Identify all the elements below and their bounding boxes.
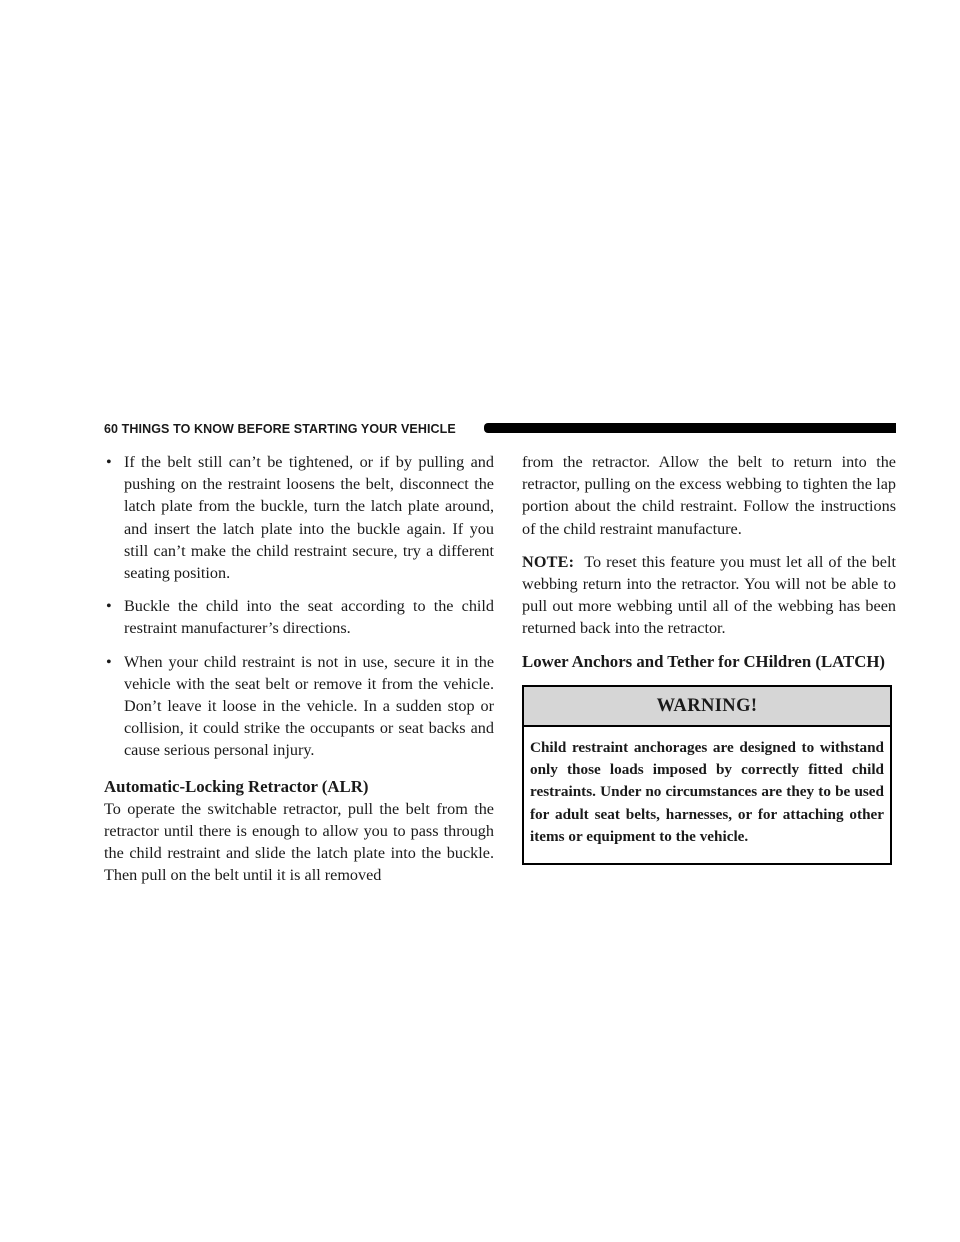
- note-label: NOTE:: [522, 552, 575, 571]
- note-paragraph: [522, 551, 896, 640]
- bullet-item: [104, 651, 494, 762]
- bullet-marker: •: [106, 597, 112, 616]
- bullet-text: If the belt still can’t be tightened, or if by pulling and pushing on the restraint loosens the belt, disconnect the latch plate from the buckle, turn the latch plate around, and insert the latch plate into the buckle again. If you still can’t make the child restraint secure, try a different seating position.: [124, 453, 494, 583]
- bullet-item: [104, 451, 494, 584]
- bullet-text: When your child restraint is not in use, secure it in the vehicle with the seat belt or remove it from the vehicle. Don’t leave it loose in the vehicle. In a sudden stop or collision, it could strike the occupants or seat backs and cause serious personal injury.: [124, 652, 494, 760]
- alr-paragraph: To operate the switchable retractor, pull the belt from the retractor until there is enough to allow you to pass through the child restraint and slide the latch plate into the buckle. Then pull on the belt until it is all removed: [104, 799, 494, 885]
- bullet-item: [104, 595, 494, 639]
- continued-paragraph: from the retractor. Allow the belt to return into the retractor, pulling on the excess webbing to tighten the lap portion about the child restraint. Follow the instructions of the child restraint manufacture.: [522, 453, 896, 538]
- warning-body: Child restraint anchorages are designed to withstand only those loads imposed by correctly fitted child restraints. Under no circumstances are they to be used for adult seat belts, harnesses, or for attaching other items or equipment to the vehicle.: [530, 738, 884, 846]
- page-header: [104, 421, 896, 437]
- left-column: [104, 451, 494, 897]
- page-header-text: 60 THINGS TO KNOW BEFORE STARTING YOUR VEHICLE: [104, 422, 456, 436]
- bullet-marker: •: [106, 453, 112, 471]
- bullet-text: Buckle the child into the seat according to the child restraint manufacturer’s directions.: [124, 597, 494, 638]
- bullet-marker: •: [106, 652, 112, 671]
- alr-heading: Automatic-Locking Retractor (ALR): [104, 776, 369, 796]
- header-rule-bar: [484, 423, 896, 433]
- warning-box: [522, 685, 892, 865]
- right-column: [522, 451, 896, 865]
- latch-heading: Lower Anchors and Tether for CHildren (LATCH): [522, 651, 885, 671]
- warning-title: WARNING!: [524, 687, 890, 727]
- note-text: To reset this feature you must let all of the belt webbing return into the retractor. You will not be able to pull out more webbing until all of the webbing has been returned back into the retractor.: [522, 552, 896, 638]
